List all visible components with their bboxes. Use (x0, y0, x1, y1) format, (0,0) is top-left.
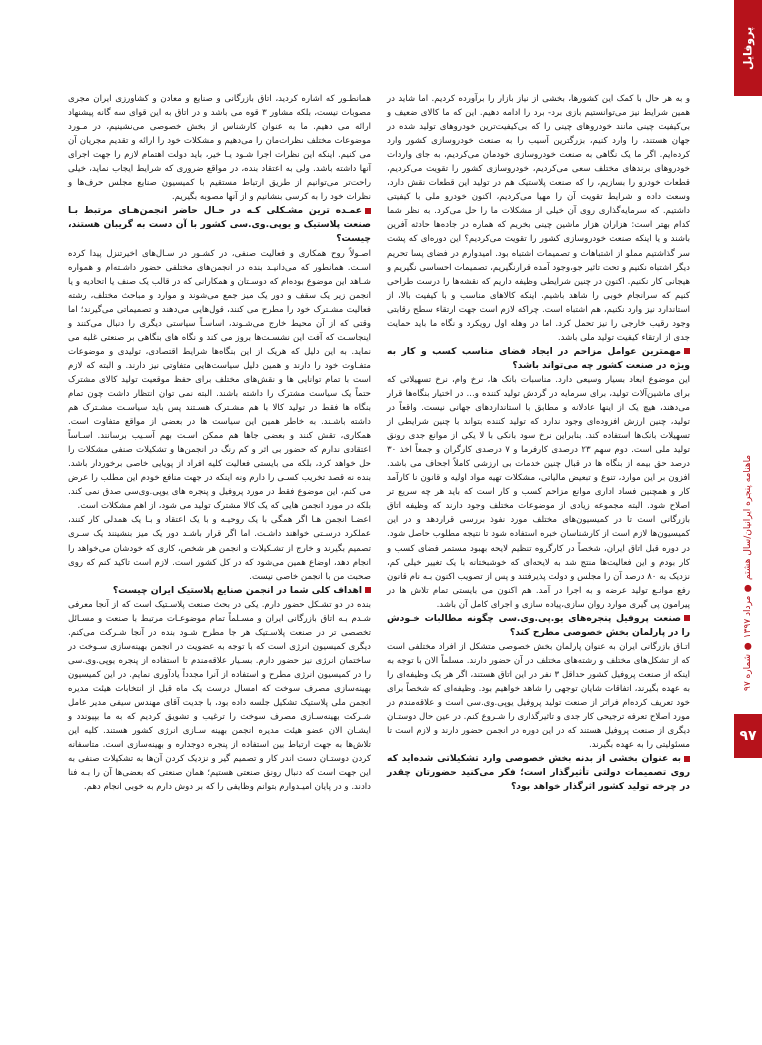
question-bullet-icon (684, 615, 690, 621)
question-text: اهداف کلی شما در انجمن صنایع پلاستیک ایران چیست؟ (112, 584, 362, 596)
question-bullet-icon (684, 756, 690, 762)
answer-paragraph: اعضـا انجمن هـا اگر همگی با یک روحیـه و با یک اعتقاد و بـا یک همدلی کار کنند، عملکرد درسـتی خواهند داشـت. اما اگر قرار باشـد دور یک میز بنشینند یک سـری تصمیم بگیرند و خارج از تشـکیلات و انجمن هر شخص، کاری که خودشان می‌خواهد را انجام دهد، اوضاع همین می‌شود که در کل کشور است. لازم است تاکید کنم که روی صحبت من با انجمن خاصی نیست. (68, 515, 371, 582)
issue-info: ماهنامه پنجره ایرانیان/سال هشتم ● مرداد ۱۳۹۷ ● شماره ۹۷ (743, 454, 753, 692)
answer-paragraph: بنده در دو تشـکل حضور دارم. یکی در بحث صنعت پلاسـتیک است که از آنجا معرفی شـدم بـه اتاق بازرگانی ایران و مسـلماً تمام موضوعـات مرتبط با صنعت و مسـائل تخصصی تر در صنعت پلاسـتیک هر جا مطرح شـود بنده در آنجا شـرکت می‌کنم. دیگری کمیسیون انرژی است که با توجه به عضویت در انجمن بهینه‌سازی سـوخت در ساختمان انرژی نیز حضور دارم. بسـیار علاقه‌مندم تا استفاده از پنجره یوپی.وی.سی را در کمیسیون انرژی مطرح و استفاده از آنرا مجدداً یادآوری نمایم. در این کمیسیون بهینه‌سازی مصرف سوخت که امسال درست یک ماه قبل از انتخابات هیئت مدیره انجمن ملی پلاستیک تشکیل جلسه داده بود، با جدیت آقای مهندس سیفی مدیر عامل شـرکت بهینه‌سـازی مصرف سوخت را ترغیب و تشویق کردیم که به ما بپیوندد و ایشـان الان عضو هیئت مدیره انجمن بهینه سـازی انرژی کشور هستند. کلیه این تلاش‌ها به جهت ارتباط بین استفاده از پنجره دوجداره و بهینه‌سازی است. متاسفانه کردن دوستـان دست اندر کار و تصمیم گیر و نزدیک کردن آن‌ها به تشکیلات صنفی به این جهت است که دنبال رونق صنعتی هستیم؛ همان صنعتی که بعضی‌ها آن را بـه فنا دادند. و در پایان امیـدوارم بتوانم وظایفی را که بر دوش دارم به خوبی انجام دهم. (68, 599, 371, 793)
question-text: عمـده ترین مشـکلی کـه در حـال حاضر انجمن‌هـای مرتبط بـا صنعت پلاستیک و یوپی.وی.سی کشور با آن دست به گریبان هستند، چیست؟ (68, 205, 371, 245)
left-column (68, 92, 371, 794)
question-text: مهمترین عوامل مزاحم در ایجاد فضای مناسب کسب و کار به ویژه در صنعت کشور چه می‌تواند باشد؟ (387, 345, 690, 371)
answer-paragraph: اتـاق بازرگانی ایران به عنوان پارلمان بخش خصوصی متشکل از افراد مختلفی است که از تشکل‌های مختلف و رشته‌های مختلف در آن حضور دارند. مسلماً الان با توجه به اینکه از صنعت پروفیل کشور حداقل ۳ نفر در این اتاق هستند، اگر هر یک وظیفه‌ای را به عهده بگیرند، اتفاقات شایان توجهی را شاهد خواهیم بود. وظیفه‌ای که شخصاً برای خود تعریف کرده‌ام فراتر از صنعت تولید پروفیل یوپی.وی.سی است و علاقه‌مندم در مورد اصلاح تعرفه ترجیحی کار جدی و تاثیرگذاری را شـروع کنم. در عین حال دوستـان دیگری از صنعت پروفیل هستند که در این دوره در انجمن حضور دارند و لازم است تا مسئولیتی را به عهده بگیرند. (387, 641, 690, 751)
answer-paragraph: و به هر حال با کمک این کشورها، بخشی از نیاز بازار را برآورده کردیم. اما شاید در همین شرایط نیز می‌توانستیم بازی برد- برد را ادامه دهیم. این که ما کالای ضعیف و بی‌کیفیت چینی مانند خودروهای چینی را که بی‌کیفیت‌ترین خودروهای تولید شده در جهان هستند، را وارد کنیم، بزرگترین آسیب را به صنعت خودروسازی کشور وارد کرده‌ایم. اگر ما یک نگاهی به صنعت خودروسازی خودمان می‌کردیم، به جای واردات خودروهای برندهای مختلف سعی می‌کردیم، خودروسازی کشور را تقویت می‌کردیم، قطعات خودرو را بسازیم، را که صنعت پلاستیک هم در تولید این قطعات نقش دارد، وسعت داده و شرایط تقویت آن را مهیا می‌کردیم، اکنون خودرو ملی با کیفیتی داشتیم. که سرمایه‌گذاری روی آن خیلی از مشکلات ما را حل می‌کرد. به نظر شما کدام بهتر است: هزاران هزار ماشین چینی بخریم که هماره در جاده‌ها حادثه آفرین باشند و یا اینکه صنعت خودروسازی کشور را تقویت می‌کردیم؟ این دوره‌ای که پشت سر گذاشتیم مملو از اشتباهات و تصمیمات اشتباه بود. امیدوارم در فضای پسا تحریم دیگر اشتباه نکنیم و تحت تاثیر جو،وجود آمده قرارنگیریم، تصمیمات احساسی نگیریم و هیجانی کار نکنیم. اکنون در چنین شرایطی وظیفه داریم که نقشه‌ها را درست طراحی کنیم که سرانجام خوبی را شاهد باشیم. اینکه کالاهای مناسب و با کیفیت بالا، از استاندارد نیز وارد نکنیم، هم اشتباه است. چراکه لازم است جهت ارتقاء سطح رقابتی وجود رقیب خارجی را نیز تحمل کرد. اما در وهله اول رویکرد و نگاه ما باید حمایت جدی از ارتقاء کیفیت تولید ملی باشد. (387, 94, 690, 343)
question-text: به عنوان بخشی از بدنه بخش خصوصی وارد تشکیلاتی شده‌اید که روی تصمیمات دولتی تأثیرگذار است؛ فکر می‌کنید حضورتان چقدر در چرخه تولید کشور اثرگذار خواهد بود؟ (387, 753, 690, 793)
answer-paragraph: این موضوع ابعاد بسیار وسیعی دارد. مناسبات بانک ها، نرخ وام، نرخ تسهیلاتی که برای ماشین‌آلات تولید، برای سرمایه در گردش تولید کننده و... در اختیار بنگاه‌ها قرار می‌دهند، هیچ یک از اینها عادلانه و مطابق با استانداردهای جهانی نیست. واقعاً در تولید، چنین ارزش افزوده‌ای وجود ندارد که تولید کننده بتواند با چنین شرایطی از تسهیلات بانک‌ها استفاده کند. بنابراین نرخ سود بانکی با لا یکی از موانع جدی رونق تولید ملی است. دوم سهم ۲۳ درصدی کارفرما و ۷ درصدی کارگران و جمعاً اخذ ۳۰ درصد حق بیمه از بنگاه ها در قبال چنین خدمات بی ارزشی کاملاً اجحاف می باشد. افزون بر این موارد، تنوع و تبعیض مالیاتی، مشکلات تهیه مواد اولیه و قانون نا کارآمد کار و همچنین فساد اداری موانع مزاحم کسب و کار است که باید هر چه سریع تر اصلاح شود. البته مجموعه زیادی از موضوعات مختلف وجود دارند که وظیفه اتاق بازرگانی است تا در کمیسیون‌های مختلف مورد نفوذ بررسی قراردهد و در این کمیسیون‌ها لازم است از کارشناسان خبره استفاده شود تا نتیجه مطلوب حاصل شود. در دوره قبل اتاق ایران، شخصاً در کارگروه تنظیم لایحه بهبود مستمر فضای کسب و کار بودم و این فعالیت‌ها منتج شد به لایحه‌ای که خوشبختانه با یک تغییر خیلی کم، نزدیک به ۸۰ درصد آن را مجلس و دولت پذیرفتند و پس از تصویب اکنون بـه نام قانون رفع موانـع تولید عرضه و به اجرا در آمد. هم اکنون می بایستی تمام تلاش ها در پیرامون پی گیری موارد روان سازی،پیاده سازی و اجرای کامل آن باشد. (387, 374, 690, 610)
interview-question (387, 612, 690, 640)
section-label: پروفایل (741, 26, 755, 70)
interview-question (387, 752, 690, 794)
interview-question (387, 345, 690, 373)
right-column (387, 92, 690, 794)
interview-question (68, 584, 371, 598)
question-bullet-icon (365, 208, 371, 214)
side-strip (734, 0, 762, 1045)
answer-paragraph: اصـولاً روح همکاری و فعالیت صنفی، در کشـور در سـال‌های اخیرتنزل پیدا کرده اسـت. همانطور که می‌دانیـد بنده در انجمن‌های مختلفی حضور داشـته‌ام و همواره شـاهد این موضوع بوده‌ام که دوسـتان و همکارانی که در قالب یک صنف یا اتحادیه و یا انجمن زیر یک سقف و دور یک میز جمع می‌شوند و موارد و مباحث مختلف، رشته فعالیت مشـترک خود را مطرح می کنند، قول‌هایی می‌دهند و تصمیماتی می‌گیرند؛ اما وقتی که از آن محیط خارج می‌شـوند، اساسـاً سیاستی دیگری را دنبال می‌کنند و اینجاسـت که آفت این نشسـت‌ها بروز می کند و نگاه های بنگاهی بر صنعتی غلبه می نماید. به این دلیل که هریک از این بنگاه‌ها شرایط اقتصادی، تولیدی و موضوعات متفـاوت خود را دارند و همین دلیل سیاست‌هایی متفاوتی نیز دارند. و البته که لازم است با تمام توانایی ها و نقش‌های مختلف برای حفظ موقعیت تولید کالای مشترک حتماً یک سیاست مشترک را داشته باشند. البته نمی توان انتظار داشت چون تمام بنگاه ها فقط در تولید کالا با هم مشـترک هسـتند پس باید سیاسـت مشـترک هم داشته باشـند. به خاطر همین این سیاست ها در بعضی از مواقع متفاوت است. همکاری، تقش کنند و بعضی جاها هم ممکن اسـت بهم آسـیب برسانند. اسـاساً اعتقادی ندارم که حضور بی اثر و کم رنگ در انجمن‌ها و تشکیلات صنفی مشکلات را حل خواهد کرد، بلکه می بایستی فعالیت کلیه افراد از پویایی خاصی برخوردار باشد. بنده نه قصد تخریب کسـی را دارم ونه اینکه در جهت منافع خودم این مطلب را عرض می کنم، این موضوع فقط در مورد پروفیل و پنجره های یوپی.وی‌سی صدق نمی کند. بلکه در مورد انجمن هایی که یک کالا مشترک تولید می شود، از اهم مشکلات است. (68, 248, 371, 512)
section-tab (734, 0, 762, 96)
question-bullet-icon (365, 587, 371, 593)
question-bullet-icon (684, 348, 690, 354)
question-text: صنعت پروفیل پنجره‌های یو.پی.وی.سی چگونه مطالبات خـودش را در پارلمان بخش خصوصی مطرح کند؟ (387, 612, 690, 638)
answer-paragraph: همانطـور که اشاره کردید، اتاق بازرگانی و صنایع و معادن و کشاورزی ایران مجری مصوبات نیست، بلکه مشاور ۳ قوه می باشد و در اتاق به این قوای سه گانه پیشنهاد ارائه می دهیم. ما به عنوان کارشناس از بخش خصوصی می‌نشینیم، در مـورد موضوعات مختلف نظرات‌مان را می‌دهیم و مشکلات خود را ارائه و تقدیم مجریان آن می کنیم. اینکه این نظرات اجرا شـود یـا خیر، باید دولت اهتمام لازم را جهت اجرای آنها داشته باشد. ولی به اعتقاد بنده، در مواقع ضروری که شرایط ایجاب نماید، خیلی راحت‌تر می‌توانیم از طریق ارتباط مستقیم با کمیسیون صنایع مجلس حرف‌ها و نظرات خود را به کرسی بنشانیم و از آنها مصوبه بگیریم. (68, 94, 371, 203)
interview-question (68, 204, 371, 246)
page-number: ۹۷ (734, 714, 762, 758)
